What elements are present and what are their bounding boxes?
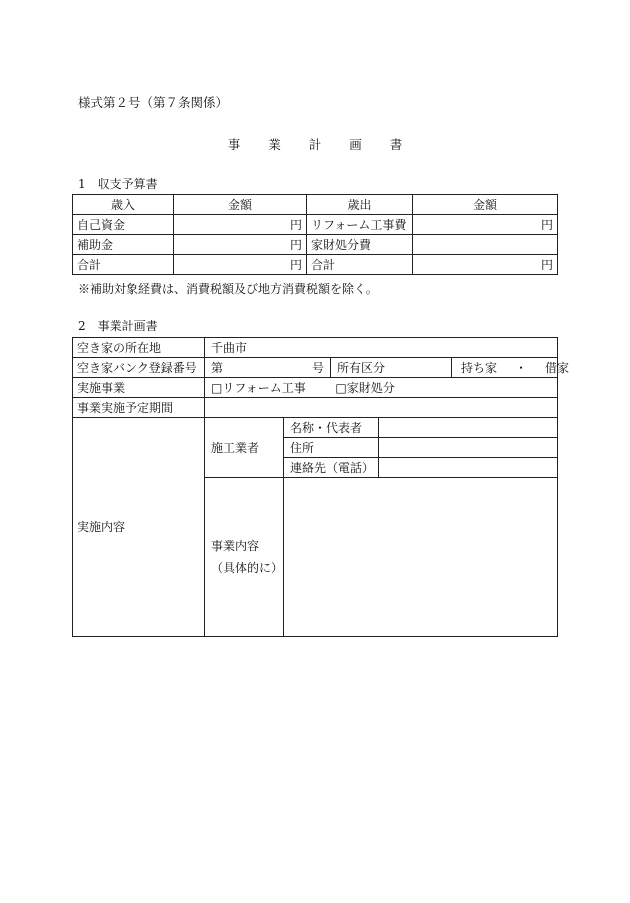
plan-table bbox=[72, 337, 570, 637]
contractor-name-value[interactable] bbox=[379, 418, 558, 438]
section2-heading: 2 事業計画書 bbox=[78, 319, 158, 333]
ownership-label: 所有区分 bbox=[331, 358, 452, 378]
header-income: 歳入 bbox=[73, 195, 174, 215]
expense-reform: リフォーム工事費 bbox=[307, 215, 413, 235]
budget-header-row bbox=[73, 195, 558, 215]
registration-row bbox=[73, 358, 558, 378]
checkbox-reform[interactable]: □リフォーム工事 bbox=[211, 380, 306, 395]
header-income-amount: 金額 bbox=[174, 195, 307, 215]
budget-note: ※補助対象経費は、消費税額及び地方消費税額を除く。 bbox=[78, 282, 378, 296]
period-row bbox=[73, 398, 558, 418]
period-label: 事業実施予定期間 bbox=[73, 398, 205, 418]
expense-disposal-amount[interactable] bbox=[413, 235, 558, 255]
details-label-line1: 事業内容 bbox=[211, 539, 260, 553]
registration-number[interactable] bbox=[205, 358, 331, 378]
header-expense: 歳出 bbox=[307, 195, 413, 215]
registration-suffix: 号 bbox=[311, 360, 324, 375]
ownership-options[interactable] bbox=[452, 358, 570, 378]
details-label-line2: （具体的に） bbox=[211, 561, 284, 575]
expense-total: 合計 bbox=[307, 255, 413, 275]
contractor-address-value[interactable] bbox=[379, 438, 558, 458]
contractor-contact-label: 連絡先（電話） bbox=[284, 458, 379, 478]
project-row bbox=[73, 378, 558, 398]
registration-prefix: 第 bbox=[211, 360, 224, 375]
details-value[interactable] bbox=[284, 478, 558, 637]
project-options bbox=[205, 378, 558, 398]
expense-disposal: 家財処分費 bbox=[307, 235, 413, 255]
location-row bbox=[73, 338, 558, 358]
ownership-separator: ・ bbox=[515, 360, 528, 375]
income-total-amount[interactable]: 円 bbox=[174, 255, 307, 275]
expense-total-amount[interactable]: 円 bbox=[413, 255, 558, 275]
period-value[interactable] bbox=[205, 398, 558, 418]
contractor-contact-value[interactable] bbox=[379, 458, 558, 478]
location-value[interactable]: 千曲市 bbox=[205, 338, 558, 358]
income-total: 合計 bbox=[73, 255, 174, 275]
income-own-funds-amount[interactable]: 円 bbox=[174, 215, 307, 235]
content-label: 実施内容 bbox=[73, 418, 205, 637]
budget-total-row bbox=[73, 255, 558, 275]
header-expense-amount: 金額 bbox=[413, 195, 558, 215]
income-subsidy: 補助金 bbox=[73, 235, 174, 255]
ownership-own[interactable]: 持ち家 bbox=[461, 360, 498, 375]
expense-reform-amount[interactable]: 円 bbox=[413, 215, 558, 235]
income-own-funds: 自己資金 bbox=[73, 215, 174, 235]
budget-row bbox=[73, 215, 558, 235]
details-label bbox=[205, 478, 284, 637]
checkbox-disposal[interactable]: □家財処分 bbox=[335, 380, 395, 395]
ownership-rent[interactable]: 借家 bbox=[545, 360, 570, 375]
budget-row bbox=[73, 235, 558, 255]
section1-heading: 1 収支予算書 bbox=[78, 177, 158, 191]
project-label: 実施事業 bbox=[73, 378, 205, 398]
registration-label: 空き家バンク登録番号 bbox=[73, 358, 205, 378]
contractor-label: 施工業者 bbox=[205, 418, 284, 478]
form-number-label: 様式第２号（第７条関係） bbox=[78, 95, 229, 110]
location-label: 空き家の所在地 bbox=[73, 338, 205, 358]
contractor-name-row bbox=[73, 418, 558, 438]
contractor-name-label: 名称・代表者 bbox=[284, 418, 379, 438]
document-title: 事 業 計 画 書 bbox=[227, 137, 415, 152]
budget-table bbox=[72, 194, 558, 275]
contractor-address-label: 住所 bbox=[284, 438, 379, 458]
income-subsidy-amount[interactable]: 円 bbox=[174, 235, 307, 255]
